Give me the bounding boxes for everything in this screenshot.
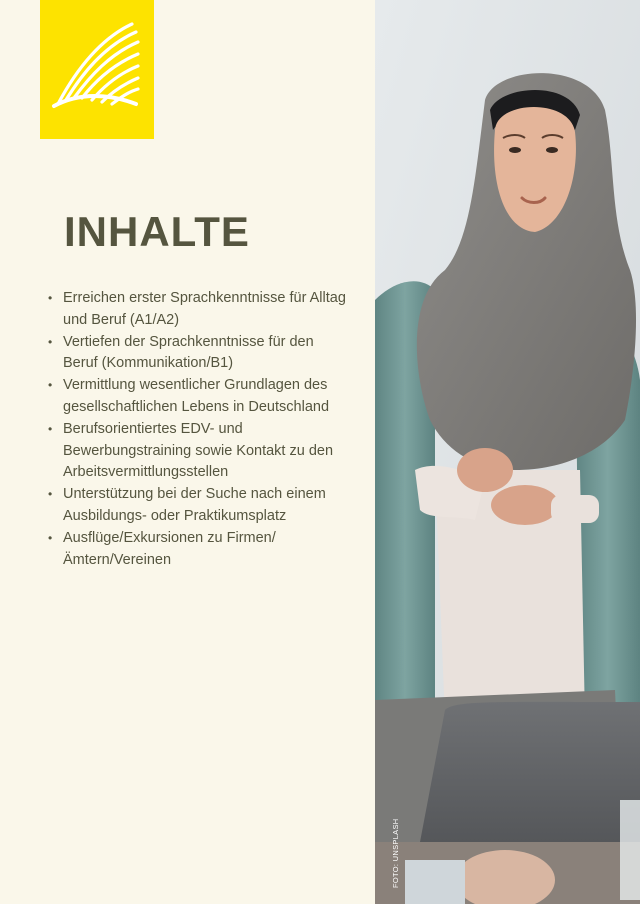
list-item: • Ausflüge/Exkursionen zu Firmen/ Ämtern/Vereinen — [46, 528, 346, 572]
list-item: • Unterstützung bei der Suche nach einem Ausbildungs- oder Praktikumsplatz — [46, 484, 346, 528]
content-list — [46, 288, 346, 571]
section-heading: INHALTE — [64, 208, 250, 255]
list-item: • Vertiefen der Sprachkenntnisse für den Beruf (Kommunikation/B1) — [46, 332, 346, 376]
wing-icon — [40, 0, 154, 139]
list-item: • Vermittlung wesentlicher Grundlagen des gesellschaftlichen Lebens in Deutschland — [46, 375, 346, 419]
photo-illustration — [375, 0, 640, 904]
logo — [40, 0, 154, 139]
photo-credit: FOTO: UNSPLASH — [391, 818, 400, 888]
list-item: • Berufsorientiertes EDV- und Bewerbungstraining sowie Kontakt zu den Arbeitsvermittlungsstellen — [46, 419, 346, 484]
photo — [375, 0, 640, 904]
list-item: • Erreichen erster Sprachkenntnisse für Alltag und Beruf (A1/A2) — [46, 288, 346, 332]
